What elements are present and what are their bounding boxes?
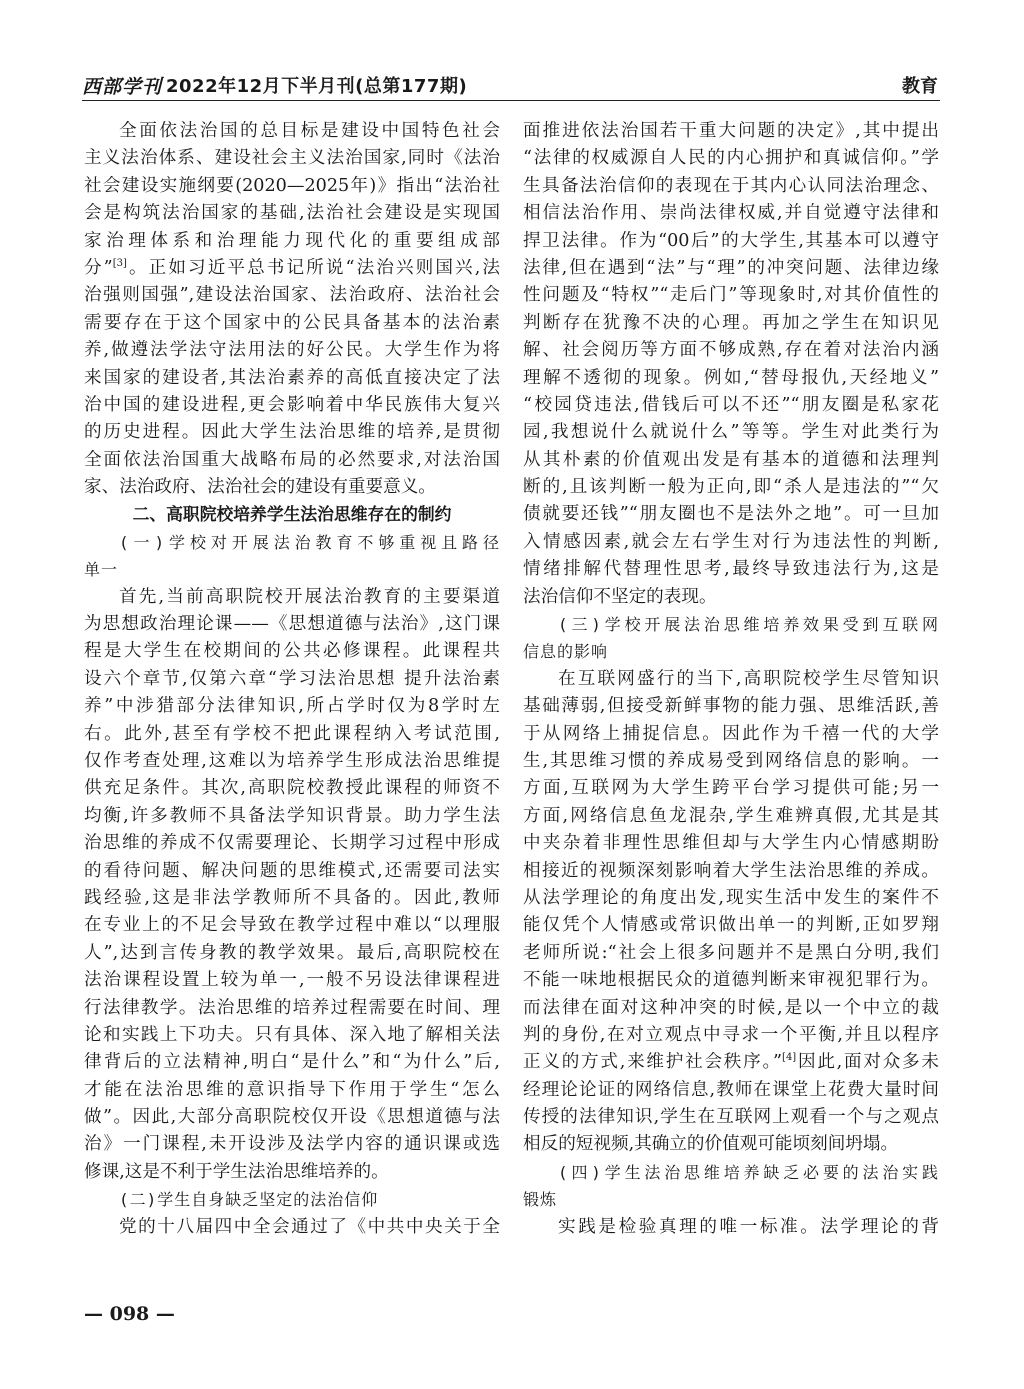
text-line: 而法律在面对这种冲突的时候,是以一个中立的裁	[523, 997, 939, 1018]
text-line: 行法律教学。法治思维的培养过程需要在时间、理	[84, 997, 500, 1018]
text-line: 方面,网络信息鱼龙混杂,学生难辨真假,尤其是其	[523, 805, 939, 826]
text-line: 全面依法治国的总目标是建设中国特色社会	[119, 121, 500, 141]
text-line: “校园贷违法,借钱后可以不还”“朋友圈是私家花	[523, 394, 939, 415]
text-line: 党的十八届四中全会通过了《中共中央关于全	[119, 1216, 500, 1237]
text-line: 法治课程设置上较为单一,一般不另设法律课程进	[84, 970, 500, 991]
text-line: 右。此外,甚至有学校不把此课程纳入考试范围,	[84, 723, 500, 744]
text-line: 治》一门课程,未开设涉及法学内容的通识课或选	[84, 1134, 500, 1155]
text-line: 法治信仰不坚定的表现。	[523, 586, 717, 607]
text-line: (一)学校对开展法治教育不够重视且路径	[119, 532, 500, 552]
text-line: 全面依法治国重大战略布局的必然要求,对法治国	[84, 449, 500, 470]
text-line: 的历史进程。因此大学生法治思维的培养,是贯彻	[84, 422, 500, 443]
text-line: 实践是检验真理的唯一标准。法学理论的背	[558, 1216, 939, 1237]
text-line: 主义法治体系、建设社会主义法治国家,同时《法治	[84, 148, 500, 169]
text-line: (三)学校开展法治思维培养效果受到互联网	[558, 615, 939, 635]
text-line: 中夹杂着非理性思维但却与大学生内心情感期盼	[523, 833, 939, 854]
text-line: 论和实践上下功夫。只有具体、深入地了解相关法	[84, 1024, 500, 1045]
text-line: 在互联网盛行的当下,高职院校学生尽管知识	[558, 668, 939, 689]
text-line: 家治理体系和治理能力现代化的重要组成部	[84, 230, 500, 251]
text-line: 从法学理论的角度出发,现实生活中发生的案件不	[523, 887, 939, 908]
text-line: 人”,达到言传身教的教学效果。最后,高职院校在	[84, 942, 500, 963]
page-number: — 098 —	[84, 1303, 175, 1325]
left-column	[84, 118, 500, 1241]
right-column	[523, 118, 939, 1241]
journal-logo: 西部学刊	[82, 76, 163, 98]
page-header	[82, 66, 940, 101]
text-line: 于从网络上捕捉信息。因此作为千禧一代的大学	[523, 723, 939, 744]
text-line: (二)学生自身缺乏坚定的法治信仰	[119, 1190, 379, 1210]
text-line: 供充足条件。其次,高职院校教授此课程的师资不	[84, 778, 500, 799]
text-line: 经理论论证的网络信息,教师在课堂上花费大量时间	[523, 1079, 939, 1100]
text-line: 均衡,许多教师不具备法学知识背景。助力学生法	[84, 805, 500, 826]
text-line: 性问题及“特权”“走后门”等现象时,对其价值性的	[523, 285, 939, 306]
text-line: 判的身份,在对立观点中寻求一个平衡,并且以程序	[523, 1024, 939, 1045]
issue-info: 2022年12月下半月刊(总第177期)	[166, 76, 468, 97]
text-line: 仅作考查处理,这难以为培养学生形成法治思维提	[84, 750, 500, 771]
text-line: 养”中涉猎部分法律知识,所占学时仅为8学时左	[84, 696, 500, 717]
text-line: 治思维的养成不仅需要理论、长期学习过程中形成	[84, 833, 500, 854]
text-line: 能仅凭个人情感或常识做出单一的判断,正如罗翔	[523, 915, 939, 936]
text-line: 需要存在于这个国家中的公民具备基本的法治素	[84, 312, 500, 333]
text-line: 不能一味地根据民众的道德判断来审视犯罪行为。	[523, 970, 939, 991]
text-line: 律背后的立法精神,明白“是什么”和“为什么”后,	[84, 1052, 500, 1073]
text-line: 在专业上的不足会导致在教学过程中难以“以理服	[84, 915, 500, 936]
section-title: 教育	[902, 76, 938, 97]
text-line: 面推进依法治国若干重大问题的决定》,其中提出	[523, 121, 939, 141]
text-line: 养,做遵法学法守法用法的好公民。大学生作为将	[84, 340, 500, 361]
text-line: 相接近的视频深刻影响着大学生法治思维的养成。	[523, 860, 939, 881]
text-line: 会是构筑法治国家的基础,法治社会建设是实现国	[84, 203, 500, 224]
text-line: 修课,这是不利于学生法治思维培养的。	[84, 1161, 389, 1182]
text-line: 信息的影响	[523, 642, 609, 662]
text-line: 程是大学生在校期间的公共必修课程。此课程共	[84, 641, 500, 662]
text-line: 债就要还钱”“朋友圈也不是法外之地”。可一旦加	[523, 504, 939, 525]
text-line: 家、法治政府、法治社会的建设有重要意义。	[84, 477, 436, 498]
text-line: 从其朴素的价值观出发是有基本的道德和法理判	[523, 449, 939, 470]
text-line: 生具备法治信仰的表现在于其内心认同法治理念、	[523, 175, 939, 196]
text-line: 才能在法治思维的意识指导下作用于学生“怎么	[84, 1079, 500, 1100]
text-line: 老师所说:“社会上很多问题并不是黑白分明,我们	[523, 942, 939, 963]
text-line: 捍卫法律。作为“00后”的大学生,其基本可以遵守	[523, 230, 939, 251]
text-line: (四)学生法治思维培养缺乏必要的法治实践	[558, 1162, 939, 1182]
text-line: 法律,但在遇到“法”与“理”的冲突问题、法律边缘	[523, 257, 939, 278]
text-line: 做”。因此,大部分高职院校仅开设《思想道德与法	[84, 1107, 500, 1128]
text-line: 传授的法律知识,学生在互联网上观看一个与之观点	[523, 1107, 939, 1128]
text-line: 入情感因素,就会左右学生对行为违法性的判断,	[523, 531, 939, 552]
text-line: 为思想政治理论课——《思想道德与法治》,这门课	[84, 614, 500, 635]
text-line: 践经验,这是非法学教师所不具备的。因此,教师	[84, 887, 500, 908]
text-line: 二、高职院校培养学生法治思维存在的制约	[132, 504, 452, 525]
text-line: “法律的权威源自人民的内心拥护和真诚信仰。”学	[523, 148, 939, 169]
text-line: 理解不透彻的现象。例如,“替母报仇,天经地义”	[523, 367, 939, 388]
text-line: 情绪排解代替理性思考,最终导致违法行为,这是	[523, 559, 939, 580]
text-line: 相信法治作用、崇尚法律权威,并自觉遵守法律和	[523, 203, 939, 224]
text-line: 生,其思维习惯的养成易受到网络信息的影响。一	[523, 750, 939, 771]
text-line: 设六个章节,仅第六章“学习法治思想 提升法治素	[84, 668, 500, 689]
text-line: 单一	[84, 560, 119, 580]
text-line: 来国家的建设者,其法治素养的高低直接决定了法	[84, 367, 500, 388]
text-line: 基础薄弱,但接受新鲜事物的能力强、思维活跃,善	[523, 696, 939, 717]
text-line: 相反的短视频,其确立的价值观可能顷刻间坍塌。	[523, 1134, 899, 1155]
text-line: 断的,且该判断一般为正向,即“杀人是违法的”“欠	[523, 477, 939, 498]
text-line: 正义的方式,来维护社会秩序。”[4]因此,面对众多未	[523, 1052, 939, 1073]
text-line: 分”[3]。正如习近平总书记所说“法治兴则国兴,法	[84, 257, 500, 278]
text-line: 首先,当前高职院校开展法治教育的主要渠道	[119, 586, 500, 607]
text-line: 解、社会阅历等方面不够成熟,存在着对法治内涵	[523, 340, 939, 361]
text-line: 锻炼	[523, 1190, 558, 1210]
text-line: 治强则国强”,建设法治国家、法治政府、法治社会	[84, 285, 500, 306]
text-line: 社会建设实施纲要(2020—2025年)》指出“法治社	[84, 175, 500, 196]
text-line: 方面,互联网为大学生跨平台学习提供可能;另一	[523, 778, 939, 799]
text-line: 治中国的建设进程,更会影响着中华民族伟大复兴	[84, 394, 500, 415]
text-line: 判断存在犹豫不决的心理。再加之学生在知识见	[523, 312, 939, 333]
text-line: 的看待问题、解决问题的思维模式,还需要司法实	[84, 860, 500, 881]
text-line: 园,我想说什么就说什么”等等。学生对此类行为	[523, 422, 939, 443]
